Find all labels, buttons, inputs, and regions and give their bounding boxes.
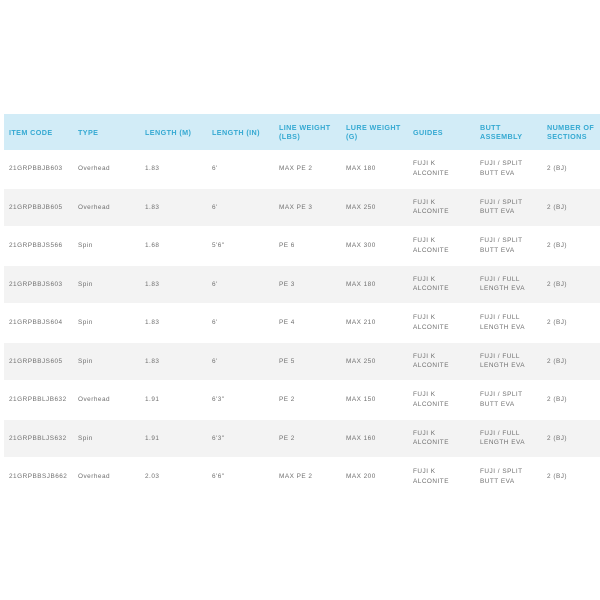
line-weight-cell: PE 2 (274, 419, 341, 458)
header-butt-assembly: BUTT ASSEMBLY (475, 114, 542, 150)
length-in-cell: 6'6" (207, 458, 274, 497)
header-lure-weight: LURE WEIGHT (G) (341, 114, 408, 150)
item-code-cell: 21GRPBBJS604 (4, 304, 73, 343)
length-in-cell: 6' (207, 188, 274, 227)
length-m-cell: 1.83 (140, 150, 207, 188)
type-cell: Spin (73, 342, 140, 381)
table-row (4, 150, 600, 188)
header-length-m: LENGTH (M) (140, 114, 207, 150)
butt-assembly-cell: FUJI / FULL LENGTH EVA (475, 265, 542, 304)
type-cell: Overhead (73, 458, 140, 497)
type-cell: Overhead (73, 150, 140, 188)
type-cell: Spin (73, 419, 140, 458)
table-header-row (4, 114, 600, 150)
item-code-cell: 21GRPBBJS566 (4, 227, 73, 266)
number-of-sections-cell: 2 (BJ) (542, 342, 600, 381)
table-row (4, 265, 600, 304)
butt-assembly-cell: FUJI / FULL LENGTH EVA (475, 342, 542, 381)
header-length-in: LENGTH (IN) (207, 114, 274, 150)
number-of-sections-cell: 2 (BJ) (542, 265, 600, 304)
table-row (4, 304, 600, 343)
butt-assembly-cell: FUJI / FULL LENGTH EVA (475, 419, 542, 458)
length-m-cell: 2.03 (140, 458, 207, 497)
table-row (4, 342, 600, 381)
table-row (4, 188, 600, 227)
guides-cell: FUJI K ALCONITE (408, 188, 475, 227)
type-cell: Spin (73, 227, 140, 266)
line-weight-cell: MAX PE 2 (274, 150, 341, 188)
butt-assembly-cell: FUJI / SPLIT BUTT EVA (475, 188, 542, 227)
line-weight-cell: PE 2 (274, 381, 341, 420)
guides-cell: FUJI K ALCONITE (408, 381, 475, 420)
type-cell: Overhead (73, 188, 140, 227)
guides-cell: FUJI K ALCONITE (408, 150, 475, 188)
line-weight-cell: PE 3 (274, 265, 341, 304)
length-in-cell: 6' (207, 150, 274, 188)
item-code-cell: 21GRPBBJS603 (4, 265, 73, 304)
length-in-cell: 6'3" (207, 381, 274, 420)
line-weight-cell: MAX PE 2 (274, 458, 341, 497)
butt-assembly-cell: FUJI / SPLIT BUTT EVA (475, 150, 542, 188)
length-m-cell: 1.83 (140, 188, 207, 227)
number-of-sections-cell: 2 (BJ) (542, 381, 600, 420)
length-in-cell: 6' (207, 265, 274, 304)
lure-weight-cell: MAX 150 (341, 381, 408, 420)
table-row (4, 227, 600, 266)
length-m-cell: 1.68 (140, 227, 207, 266)
header-item-code: ITEM CODE (4, 114, 73, 150)
number-of-sections-cell: 2 (BJ) (542, 419, 600, 458)
lure-weight-cell: MAX 300 (341, 227, 408, 266)
item-code-cell: 21GRPBBLJB632 (4, 381, 73, 420)
header-guides: GUIDES (408, 114, 475, 150)
header-line-weight: LINE WEIGHT (LBS) (274, 114, 341, 150)
line-weight-cell: PE 6 (274, 227, 341, 266)
length-m-cell: 1.83 (140, 342, 207, 381)
rod-spec-table (4, 114, 600, 497)
length-m-cell: 1.91 (140, 419, 207, 458)
item-code-cell: 21GRPBBJS605 (4, 342, 73, 381)
guides-cell: FUJI K ALCONITE (408, 458, 475, 497)
guides-cell: FUJI K ALCONITE (408, 265, 475, 304)
number-of-sections-cell: 2 (BJ) (542, 458, 600, 497)
lure-weight-cell: MAX 180 (341, 150, 408, 188)
butt-assembly-cell: FUJI / SPLIT BUTT EVA (475, 381, 542, 420)
guides-cell: FUJI K ALCONITE (408, 419, 475, 458)
butt-assembly-cell: FUJI / FULL LENGTH EVA (475, 304, 542, 343)
table-body (4, 150, 600, 496)
length-m-cell: 1.83 (140, 265, 207, 304)
number-of-sections-cell: 2 (BJ) (542, 188, 600, 227)
butt-assembly-cell: FUJI / SPLIT BUTT EVA (475, 458, 542, 497)
table-row (4, 419, 600, 458)
line-weight-cell: PE 5 (274, 342, 341, 381)
number-of-sections-cell: 2 (BJ) (542, 227, 600, 266)
length-in-cell: 6' (207, 342, 274, 381)
number-of-sections-cell: 2 (BJ) (542, 304, 600, 343)
header-type: TYPE (73, 114, 140, 150)
guides-cell: FUJI K ALCONITE (408, 227, 475, 266)
length-m-cell: 1.83 (140, 304, 207, 343)
guides-cell: FUJI K ALCONITE (408, 304, 475, 343)
type-cell: Spin (73, 265, 140, 304)
table-row (4, 381, 600, 420)
number-of-sections-cell: 2 (BJ) (542, 150, 600, 188)
lure-weight-cell: MAX 180 (341, 265, 408, 304)
length-in-cell: 6' (207, 304, 274, 343)
type-cell: Spin (73, 304, 140, 343)
lure-weight-cell: MAX 250 (341, 188, 408, 227)
length-m-cell: 1.91 (140, 381, 207, 420)
header-number-of-sections: NUMBER OF SECTIONS (542, 114, 600, 150)
lure-weight-cell: MAX 160 (341, 419, 408, 458)
lure-weight-cell: MAX 200 (341, 458, 408, 497)
item-code-cell: 21GRPBBJB603 (4, 150, 73, 188)
table-row (4, 458, 600, 497)
lure-weight-cell: MAX 210 (341, 304, 408, 343)
butt-assembly-cell: FUJI / SPLIT BUTT EVA (475, 227, 542, 266)
lure-weight-cell: MAX 250 (341, 342, 408, 381)
type-cell: Overhead (73, 381, 140, 420)
guides-cell: FUJI K ALCONITE (408, 342, 475, 381)
item-code-cell: 21GRPBBLJS632 (4, 419, 73, 458)
length-in-cell: 6'3" (207, 419, 274, 458)
length-in-cell: 5'6" (207, 227, 274, 266)
line-weight-cell: MAX PE 3 (274, 188, 341, 227)
line-weight-cell: PE 4 (274, 304, 341, 343)
item-code-cell: 21GRPBBSJB662 (4, 458, 73, 497)
item-code-cell: 21GRPBBJB605 (4, 188, 73, 227)
